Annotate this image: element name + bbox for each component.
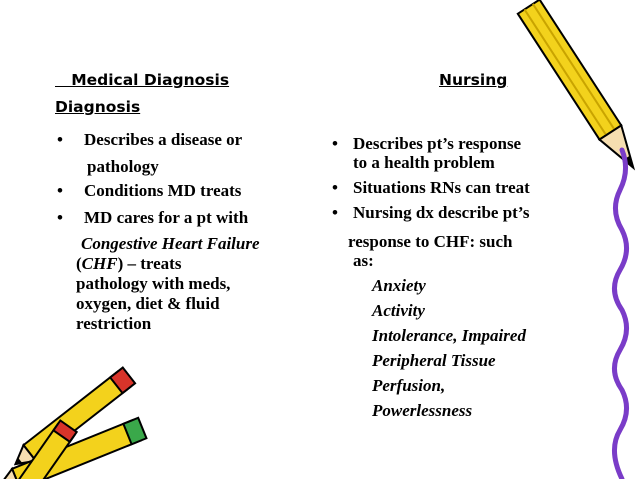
left-bullet-2: Conditions MD treats bbox=[84, 181, 242, 200]
left-cont-1: Congestive Heart Failure bbox=[81, 234, 260, 253]
left-header: Medical Diagnosis bbox=[55, 71, 230, 89]
right-bullet-3: Nursing dx describe pt’s bbox=[353, 203, 530, 222]
left-bullet-3: MD cares for a pt with bbox=[84, 208, 249, 227]
pencils-icon bbox=[0, 350, 160, 479]
left-cont-2: (CHF) – treats bbox=[76, 254, 182, 273]
bullet: • bbox=[57, 181, 63, 200]
example-item: Peripheral Tissue bbox=[372, 351, 496, 370]
bullet: • bbox=[57, 208, 63, 227]
right-bullet-1-cont: to a health problem bbox=[353, 153, 495, 172]
left-cont-5: restriction bbox=[76, 314, 152, 333]
example-item: Anxiety bbox=[372, 276, 426, 295]
bullet: • bbox=[332, 178, 338, 197]
right-bullet-1: Describes pt’s response bbox=[353, 134, 522, 153]
squiggle-border bbox=[600, 150, 638, 479]
example-item: Powerlessness bbox=[372, 401, 473, 420]
left-header-line2: Diagnosis bbox=[55, 98, 141, 116]
right-cont-1: response to CHF: such bbox=[348, 232, 513, 251]
left-bullet-1-cont: pathology bbox=[87, 157, 159, 176]
left-bullet-1: Describes a disease or bbox=[84, 130, 243, 149]
example-item: Activity bbox=[372, 301, 425, 320]
right-cont-2: as: bbox=[353, 251, 374, 270]
right-bullet-2: Situations RNs can treat bbox=[353, 178, 530, 197]
example-item: Intolerance, Impaired bbox=[372, 326, 526, 345]
bullet: • bbox=[332, 134, 338, 153]
right-header: Nursing bbox=[439, 71, 508, 89]
left-cont-4: oxygen, diet & fluid bbox=[76, 294, 220, 313]
example-item: Perfusion, bbox=[372, 376, 446, 395]
bullet: • bbox=[332, 203, 338, 222]
left-cont-3: pathology with meds, bbox=[76, 274, 231, 293]
bullet: • bbox=[57, 130, 63, 149]
